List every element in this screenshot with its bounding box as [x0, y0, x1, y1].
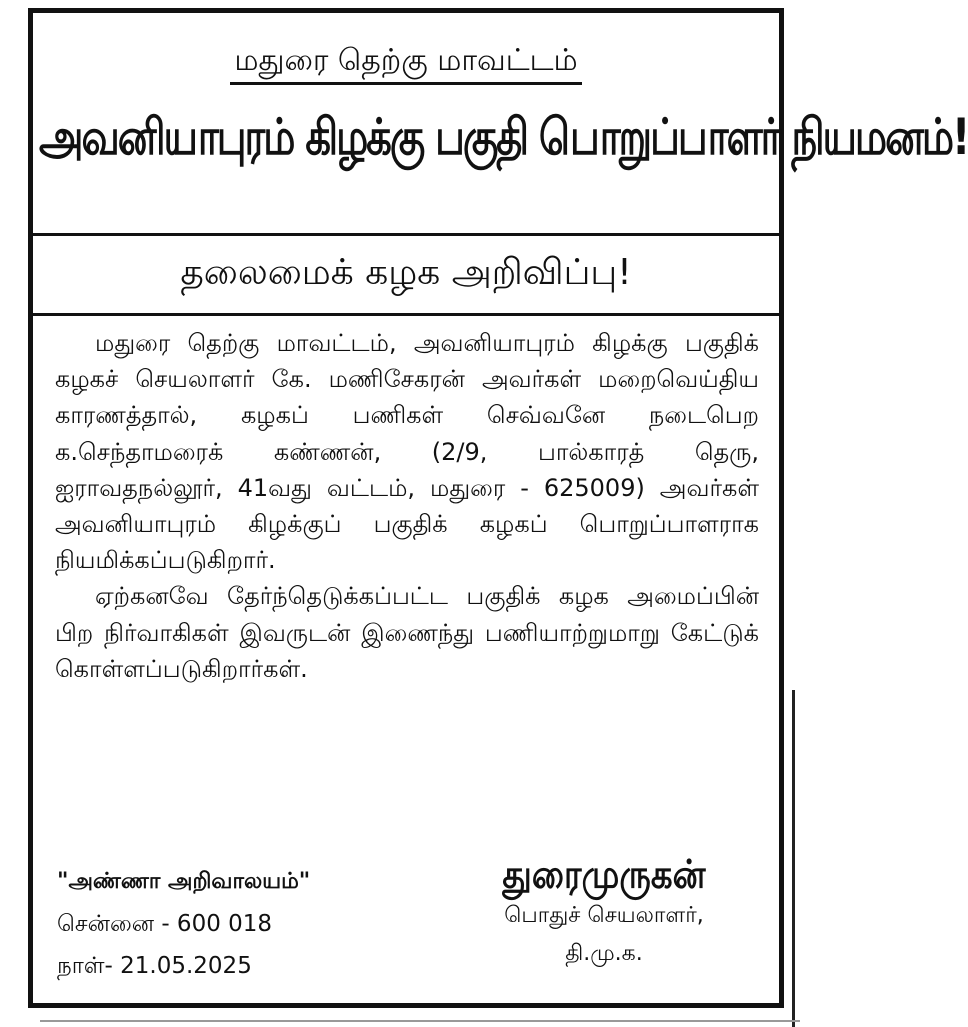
body-paragraph-2: ஏற்கனவே தேர்ந்தெடுக்கப்பட்ட பகுதிக் கழக அமைப்பின் பிற நிர்வாகிகள் இவருடன் இணைந்து பணியாற்றுமாறு கேட்டுக் கொள்ளப்படுகிறார்கள். — [55, 582, 759, 683]
office-name: "அண்ணா அறிவாலயம்" — [57, 869, 311, 894]
notice-frame — [28, 8, 968, 1008]
notice-headline: அவனியாபுரம் கிழக்கு பகுதி பொறுப்பாளர் நியமனம்! — [39, 109, 968, 167]
notice-body — [55, 325, 759, 687]
office-city: சென்னை - 600 018 — [57, 911, 273, 937]
notice-date: நாள்- 21.05.2025 — [57, 953, 252, 979]
announcement-banner: தலைமைக் கழக அறிவிப்பு! — [33, 233, 779, 316]
signer-role: பொதுச் செயலாளர், — [504, 903, 704, 928]
signer-name: துரைமுருகன் — [502, 852, 706, 898]
footer-signature — [459, 853, 749, 973]
bottom-divider — [40, 1020, 800, 1022]
party-name: தி.மு.க. — [565, 941, 643, 966]
district-heading — [33, 41, 779, 81]
district-title: மதுரை தெற்கு மாவட்டம் — [230, 43, 581, 85]
footer-address — [57, 861, 310, 987]
notice-header — [33, 13, 968, 236]
edge-divider — [792, 690, 795, 1027]
body-paragraph-1: மதுரை தெற்கு மாவட்டம், அவனியாபுரம் கிழக்கு பகுதிக் கழகச் செயலாளர் கே. மணிசேகரன் அவர்கள் மறைவெய்திய காரணத்தால், கழகப் பணிகள் செவ்வனே நடைபெற க.செந்தாமரைக் கண்ணன், (2/9, பால்காரத் தெரு, ஐராவதநல்லூர், 41வது வட்டம், மதுரை - 625009) அவர்கள் அவனியாபுரம் கிழக்குப் பகுதிக் கழகப் பொறுப்பாளராக நியமிக்கப்படுகிறார். — [55, 329, 759, 575]
